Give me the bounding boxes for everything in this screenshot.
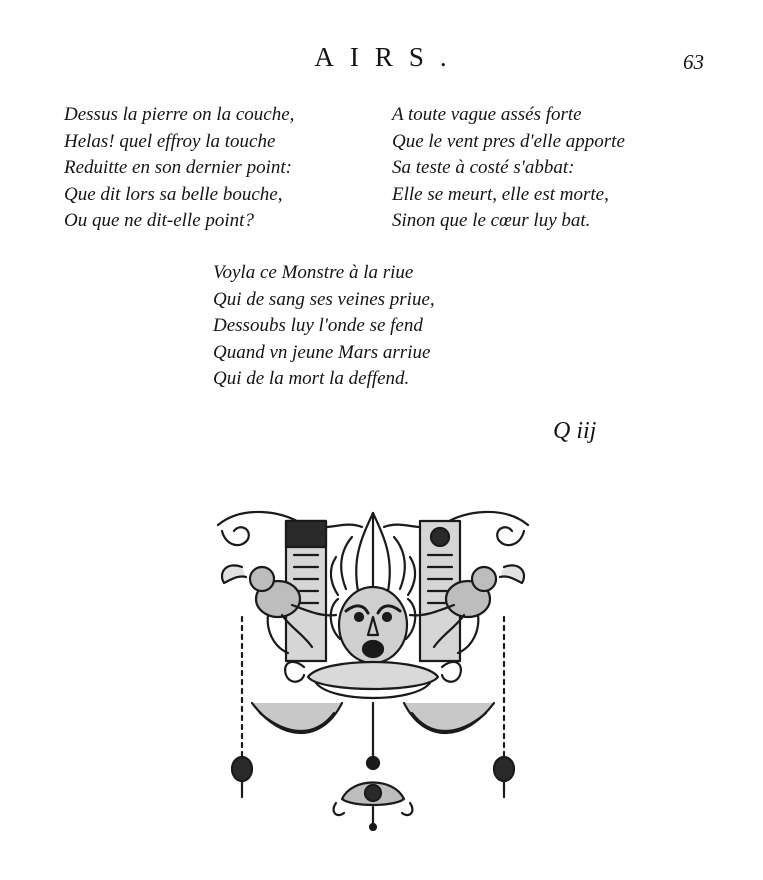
verse-line: Qui de la mort la deffend. xyxy=(213,368,410,389)
verse-line: Dessoubs luy l'onde se fend xyxy=(213,315,423,336)
grotesque-mask-ornament-icon xyxy=(212,507,534,831)
verse-line: Reduitte en son dernier point: xyxy=(64,157,292,178)
verse-line: Helas! quel effroy la touche xyxy=(64,130,276,152)
verse-line: Voyla ce Monstre à la riue xyxy=(213,262,414,283)
verse-line: Sinon que le cœur luy bat. xyxy=(392,210,591,231)
running-title: AIRS. xyxy=(314,42,463,72)
verse-line: Ou que ne dit-elle point? xyxy=(64,210,254,231)
verse-line: Elle se meurt, elle est morte, xyxy=(392,183,609,205)
stanza-right xyxy=(392,102,625,235)
stanza-left xyxy=(64,102,294,235)
verse-line: Que dit lors sa belle bouche, xyxy=(64,183,283,205)
stanza-center xyxy=(213,260,435,393)
verse-line: Quand vn jeune Mars arriue xyxy=(213,341,431,363)
verse-line: A toute vague assés forte xyxy=(392,104,582,125)
verse-line: Qui de sang ses veines priue, xyxy=(213,288,435,310)
signature-mark: Q iij xyxy=(553,418,597,444)
verse-line: Que le vent pres d'elle apporte xyxy=(392,130,625,152)
verse-line: Sa teste à costé s'abbat: xyxy=(392,157,575,178)
page-number: 63 xyxy=(683,50,704,74)
verse-line: Dessus la pierre on la couche, xyxy=(64,104,295,125)
